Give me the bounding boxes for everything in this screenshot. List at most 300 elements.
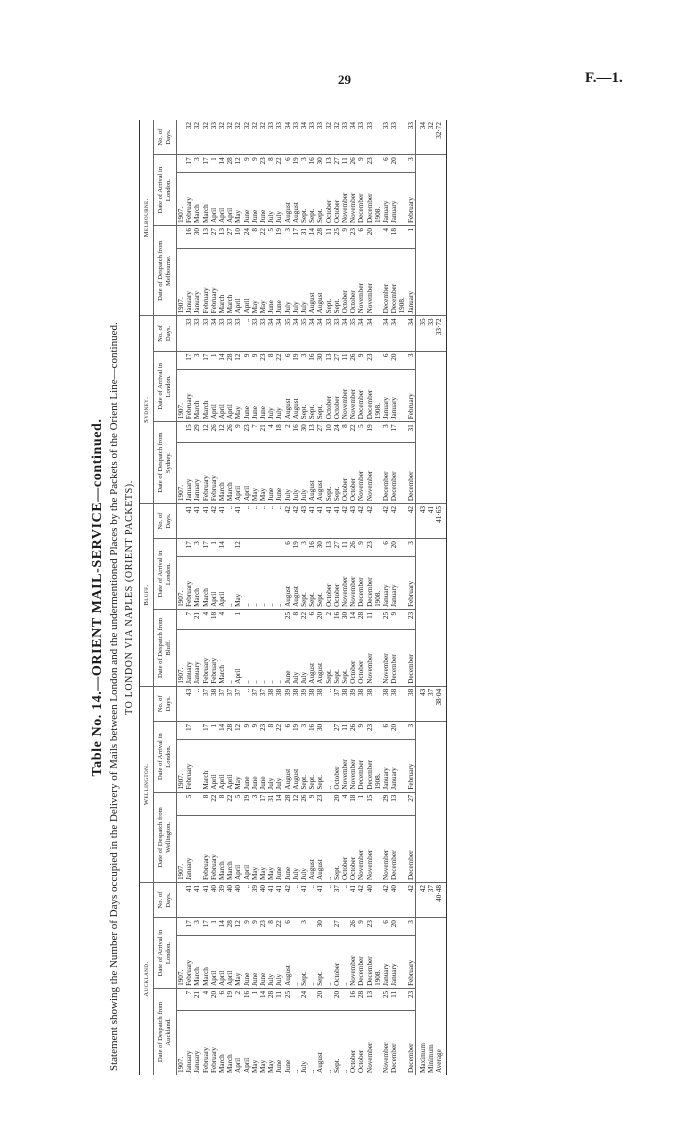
table-cell: .. xyxy=(243,557,251,610)
table-cell: January xyxy=(390,557,398,610)
table-cell: October xyxy=(325,173,333,226)
table-cell: December xyxy=(382,249,390,316)
table-cell: August xyxy=(308,815,316,882)
table-cell: 23 xyxy=(259,351,267,369)
table-cell: March xyxy=(193,557,201,610)
table-cell: 38 xyxy=(357,686,365,721)
table-cell: 16 xyxy=(185,226,193,249)
table-cell: May xyxy=(251,815,259,882)
table-cell: October xyxy=(349,815,357,882)
table-cell xyxy=(374,155,382,173)
table-cell: 23 xyxy=(366,539,374,557)
table-cell: June xyxy=(243,936,251,989)
table-cell: 26 xyxy=(349,155,357,173)
table-cell: February xyxy=(210,815,218,882)
summary-row xyxy=(427,120,435,1075)
table-cell xyxy=(374,686,382,721)
table-cell: April xyxy=(243,815,251,882)
table-cell xyxy=(374,988,382,1010)
col-days-melbourne: No. of Days. xyxy=(154,120,177,155)
table-cell: April xyxy=(234,249,242,316)
table-cell xyxy=(308,918,316,936)
table-cell xyxy=(177,316,186,351)
table-cell: October xyxy=(325,557,333,610)
table-cell: 33 xyxy=(292,120,300,155)
table-cell: 9 xyxy=(243,155,251,173)
table-cell: 1908. xyxy=(374,557,382,610)
table-cell: 39 xyxy=(251,883,259,918)
table-cell xyxy=(374,918,382,936)
col-despatch-wellington: Date of Despatch from Wellington. xyxy=(154,792,177,882)
table-cell: 17 xyxy=(390,422,398,443)
table-cell xyxy=(374,226,382,249)
table-cell: 14 xyxy=(218,351,226,369)
table-cell: 42 xyxy=(407,504,416,539)
summary-value: 33·72 xyxy=(435,316,446,351)
table-row xyxy=(325,120,333,1075)
table-cell: December xyxy=(366,369,374,422)
table-cell: .. xyxy=(243,629,251,686)
table-cell: 9 xyxy=(251,918,259,936)
table-cell: 19 xyxy=(226,988,234,1010)
summary-value: 43 xyxy=(415,504,427,539)
table-cell: 20 xyxy=(210,988,218,1010)
table-cell: October xyxy=(357,1049,366,1073)
table-cell: October xyxy=(341,815,349,882)
table-cell: June xyxy=(267,443,275,504)
table-cell: 41 xyxy=(234,504,242,539)
table-cell: 39 xyxy=(218,883,226,918)
table-cell: .. xyxy=(341,1069,350,1073)
table-cell xyxy=(398,721,406,739)
table-cell: 43 xyxy=(300,504,308,539)
table-cell: March xyxy=(218,629,226,686)
table-cell: 40 xyxy=(210,883,218,918)
table-cell: .. xyxy=(325,740,333,793)
summary-spacer xyxy=(435,155,446,316)
table-cell: January xyxy=(390,369,398,422)
table-cell: 4 xyxy=(341,792,349,815)
table-cell: 14 xyxy=(218,721,226,739)
table-cell: Sept. xyxy=(325,629,333,686)
table-cell: 14 xyxy=(308,226,316,249)
table-cell: January xyxy=(185,443,193,504)
table-cell: October xyxy=(333,173,341,226)
table-cell: 18 xyxy=(390,226,398,249)
table-cell: 33 xyxy=(251,316,259,351)
table-cell: 28 xyxy=(316,226,324,249)
table-cell: 22 xyxy=(275,918,283,936)
summary-value: 32 xyxy=(427,120,435,155)
table-cell xyxy=(325,918,333,936)
table-cell: January xyxy=(390,173,398,226)
summary-spacer xyxy=(427,351,435,504)
port-header-row xyxy=(140,120,154,1075)
table-cell: Sept. xyxy=(316,740,324,793)
table-cell: 33 xyxy=(407,120,416,155)
table-cell: 34 xyxy=(316,316,324,351)
summary-value: 37 xyxy=(427,883,435,918)
table-cell: 24 xyxy=(333,422,341,443)
table-cell: 38 xyxy=(407,686,416,721)
table-cell: 38 xyxy=(267,686,275,721)
table-row xyxy=(316,120,324,1075)
table-cell: May xyxy=(234,936,242,989)
table-cell: April xyxy=(234,629,242,686)
table-cell: November xyxy=(341,369,349,422)
table-cell: December xyxy=(407,443,416,504)
table-cell: 6 xyxy=(382,721,390,739)
port-header-melbourne: Melbourne. xyxy=(140,120,154,316)
table-row xyxy=(185,120,193,1075)
table-cell: 22 xyxy=(275,721,283,739)
table-cell: .. xyxy=(291,1069,300,1073)
table-cell: 33 xyxy=(185,316,193,351)
table-cell xyxy=(374,883,382,918)
table-cell: August xyxy=(292,740,300,793)
column-header-row xyxy=(154,120,177,1075)
table-row xyxy=(267,120,275,1075)
table-cell: 42 xyxy=(390,504,398,539)
table-cell: Sept. xyxy=(300,740,308,793)
table-cell: 13 xyxy=(218,226,226,249)
table-cell xyxy=(374,1011,382,1075)
table-cell: 26 xyxy=(349,351,357,369)
table-cell: December xyxy=(357,173,365,226)
table-cell: 20 xyxy=(390,539,398,557)
table-cell: 1907. xyxy=(177,249,186,316)
table-cell: January xyxy=(185,249,193,316)
table-cell: 42 xyxy=(382,883,390,918)
table-row xyxy=(243,120,251,1075)
table-cell: 42 xyxy=(366,504,374,539)
table-cell: 8 xyxy=(292,609,300,629)
table-cell xyxy=(177,120,186,155)
table-cell: Sept. xyxy=(300,936,308,989)
table-cell: 32 xyxy=(333,120,341,155)
table-cell: June xyxy=(275,249,283,316)
table-cell: January xyxy=(382,936,390,989)
table-cell: December xyxy=(357,557,365,610)
table-cell: 34 xyxy=(267,316,275,351)
table-cell: 26 xyxy=(349,918,357,936)
summary-label: Maximum xyxy=(415,918,427,1075)
table-cell: 6 xyxy=(382,918,390,936)
table-cell: 39 xyxy=(300,686,308,721)
table-cell: 32 xyxy=(185,120,193,155)
table-cell: 33 xyxy=(366,120,374,155)
table-cell xyxy=(243,539,251,557)
table-cell: 17 xyxy=(202,918,210,936)
table-cell: 3 xyxy=(407,721,416,739)
table-cell: 41 xyxy=(218,504,226,539)
table-title: Table No. 14.—ORIENT MAIL-SERVICE—continued. xyxy=(90,418,105,777)
table-cell: 9 xyxy=(357,721,365,739)
table-cell: 11 xyxy=(275,988,283,1010)
table-cell: July xyxy=(292,629,300,686)
table-cell xyxy=(341,918,349,936)
table-cell: March xyxy=(193,936,201,989)
table-cell: December xyxy=(382,443,390,504)
table-cell: 37 xyxy=(333,686,341,721)
table-cell: March xyxy=(202,740,210,793)
table-cell: 26 xyxy=(349,721,357,739)
summary-row xyxy=(435,120,446,1075)
summary-spacer xyxy=(435,721,446,882)
table-cell xyxy=(177,539,186,557)
table-cell: 33 xyxy=(357,120,365,155)
table-cell: 11 xyxy=(341,351,349,369)
table-cell xyxy=(374,792,382,815)
col-arrival-melbourne: Date of Arrival in London. xyxy=(154,155,177,226)
table-cell: 23 xyxy=(366,155,374,173)
table-cell: 32 xyxy=(218,120,226,155)
table-cell: 6 xyxy=(382,155,390,173)
table-cell: April xyxy=(243,249,251,316)
table-cell: November xyxy=(357,249,365,316)
table-cell: 6 xyxy=(284,351,292,369)
table-cell: 12 xyxy=(202,422,210,443)
table-cell: October xyxy=(325,369,333,422)
table-cell: April xyxy=(234,443,242,504)
table-cell: 21 xyxy=(259,422,267,443)
table-cell: 1908. xyxy=(374,936,382,989)
table-cell: 1 xyxy=(210,539,218,557)
table-cell xyxy=(308,988,316,1010)
table-cell xyxy=(177,609,186,629)
table-cell: 8 xyxy=(251,226,259,249)
table-cell: 41 xyxy=(325,504,333,539)
table-cell: 38 xyxy=(275,686,283,721)
table-cell: July xyxy=(292,249,300,316)
table-cell xyxy=(398,557,406,610)
table-row xyxy=(333,120,341,1075)
table-cell: Sept. xyxy=(333,443,341,504)
summary-value: 43 xyxy=(415,686,427,721)
table-cell: 23 xyxy=(407,988,416,1010)
table-cell: 41 xyxy=(193,883,201,918)
table-cell: 17 xyxy=(185,155,193,173)
table-cell: 1 xyxy=(357,792,365,815)
table-cell: 28 xyxy=(226,721,234,739)
table-row xyxy=(300,120,308,1075)
table-cell: 1908. xyxy=(374,740,382,793)
page-number: 29 xyxy=(338,72,351,87)
table-cell: December xyxy=(357,740,365,793)
table-cell: 20 xyxy=(316,609,324,629)
table-cell: June xyxy=(251,740,259,793)
table-cell: 28 xyxy=(226,918,234,936)
table-cell: February xyxy=(185,936,193,989)
table-cell xyxy=(243,609,251,629)
table-cell: 13 xyxy=(325,351,333,369)
table-cell: 40 xyxy=(259,883,267,918)
table-cell: 9 xyxy=(357,155,365,173)
table-cell: December xyxy=(390,443,398,504)
table-cell: Sept. xyxy=(316,369,324,422)
table-cell: June xyxy=(243,740,251,793)
table-cell: Sept. xyxy=(300,173,308,226)
table-row xyxy=(284,120,292,1075)
table-cell: 40 xyxy=(390,883,398,918)
table-cell: 9 xyxy=(357,918,365,936)
table-cell xyxy=(374,504,382,539)
table-cell: 18 xyxy=(349,792,357,815)
table-cell: December xyxy=(357,936,365,989)
table-cell: January xyxy=(185,1050,194,1073)
table-cell: May xyxy=(267,815,275,882)
table-cell: 32 xyxy=(226,120,234,155)
table-cell: November xyxy=(349,173,357,226)
summary-spacer xyxy=(427,721,435,882)
table-cell: May xyxy=(234,557,242,610)
table-cell: 12 xyxy=(234,155,242,173)
table-cell: 33 xyxy=(275,120,283,155)
table-cell xyxy=(398,792,406,815)
table-cell: 19 xyxy=(292,155,300,173)
col-arrival-wellington: Date of Arrival in London. xyxy=(154,721,177,792)
table-cell: 14 xyxy=(349,609,357,629)
table-cell: 26 xyxy=(300,792,308,815)
table-cell: August xyxy=(292,369,300,422)
table-cell: 38 xyxy=(382,686,390,721)
table-cell xyxy=(398,369,406,422)
table-row xyxy=(357,120,365,1075)
table-cell: March xyxy=(226,815,234,882)
table-cell xyxy=(398,422,406,443)
table-cell: 6 xyxy=(357,226,365,249)
table-row xyxy=(234,120,242,1075)
table-cell: 37 xyxy=(226,686,234,721)
table-cell: 28 xyxy=(267,988,275,1010)
table-cell: .. xyxy=(259,629,267,686)
table-cell: 2 xyxy=(284,422,292,443)
table-row xyxy=(382,120,390,1075)
table-cell: 1908. xyxy=(374,173,382,226)
table-cell: .. xyxy=(267,504,275,539)
table-cell xyxy=(251,609,259,629)
table-cell xyxy=(251,539,259,557)
table-cell: April xyxy=(210,557,218,610)
table-cell: June xyxy=(259,936,267,989)
table-cell: 31 xyxy=(407,422,416,443)
table-cell: 11 xyxy=(341,721,349,739)
table-cell: 34 xyxy=(366,316,374,351)
table-cell: 32 xyxy=(325,120,333,155)
table-cell: May xyxy=(259,443,267,504)
table-cell xyxy=(177,686,186,721)
table-cell: 33 xyxy=(193,316,201,351)
table-cell xyxy=(325,721,333,739)
table-cell: November xyxy=(366,443,374,504)
table-cell: November xyxy=(357,815,365,882)
table-cell: 37 xyxy=(333,883,341,918)
table-cell: July xyxy=(300,815,308,882)
table-cell: 8 xyxy=(267,721,275,739)
table-cell: 3 xyxy=(251,792,259,815)
table-cell xyxy=(398,226,406,249)
table-cell: 20 xyxy=(390,918,398,936)
table-row xyxy=(407,120,416,1075)
table-cell: 28 xyxy=(357,609,365,629)
table-cell: 13 xyxy=(308,422,316,443)
table-cell: 34 xyxy=(341,316,349,351)
table-cell: November xyxy=(365,1042,374,1073)
table-cell: 16 xyxy=(333,609,341,629)
table-cell: June xyxy=(243,369,251,422)
table-cell xyxy=(374,629,382,686)
summary-value: 33 xyxy=(427,316,435,351)
table-row xyxy=(341,120,349,1075)
table-cell: 16 xyxy=(243,988,251,1010)
table-cell: 9 xyxy=(390,609,398,629)
table-cell: 30 xyxy=(316,539,324,557)
table-cell: Sept. xyxy=(308,557,316,610)
table-cell: 27 xyxy=(333,351,341,369)
table-cell: Sept. xyxy=(325,249,333,316)
table-cell: Sept. xyxy=(316,936,324,989)
table-cell: 1907. xyxy=(177,815,186,882)
table-cell: 19 xyxy=(292,721,300,739)
table-row xyxy=(202,120,210,1075)
table-cell: 25 xyxy=(382,609,390,629)
table-cell: 3 xyxy=(193,539,201,557)
table-cell: February xyxy=(202,443,210,504)
table-cell: December xyxy=(390,249,398,316)
table-cell: 24 xyxy=(243,226,251,249)
table-cell: 32 xyxy=(259,120,267,155)
table-cell: .. xyxy=(243,883,251,918)
table-cell: February xyxy=(185,740,193,793)
table-cell: May xyxy=(267,1059,276,1073)
table-cell xyxy=(177,226,186,249)
table-cell: 41 xyxy=(185,883,193,918)
table-cell xyxy=(292,918,300,936)
table-cell: 1907. xyxy=(177,936,186,989)
summary-label: Average xyxy=(435,918,446,1075)
table-cell: 34 xyxy=(390,316,398,351)
table-cell xyxy=(177,504,186,539)
table-cell: July xyxy=(292,443,300,504)
table-cell xyxy=(398,351,406,369)
table-cell: 35 xyxy=(284,316,292,351)
table-cell xyxy=(226,539,234,557)
table-cell: 34 xyxy=(284,120,292,155)
table-cell: 34 xyxy=(308,316,316,351)
table-cell: 3 xyxy=(300,155,308,173)
col-despatch-melbourne: Date of Despatch from Melbourne. xyxy=(154,226,177,316)
table-row xyxy=(259,120,267,1075)
col-days-bluff: No. of Days. xyxy=(154,504,177,539)
table-cell: 30 xyxy=(300,422,308,443)
table-cell: February xyxy=(210,443,218,504)
table-cell: January xyxy=(185,629,193,686)
table-cell: 23 xyxy=(259,155,267,173)
table-cell: 21 xyxy=(193,609,201,629)
table-cell: 41 xyxy=(316,883,324,918)
table-cell: July xyxy=(275,173,283,226)
table-cell: 43 xyxy=(349,504,357,539)
table-cell: 32 xyxy=(202,120,210,155)
table-cell: 1907. xyxy=(177,740,186,793)
table-cell: 9 xyxy=(251,155,259,173)
table-cell: 6 xyxy=(284,918,292,936)
table-row xyxy=(390,120,398,1075)
table-cell xyxy=(292,988,300,1010)
table-cell: November xyxy=(382,815,390,882)
table-cell: January xyxy=(382,369,390,422)
table-cell: April xyxy=(218,740,226,793)
